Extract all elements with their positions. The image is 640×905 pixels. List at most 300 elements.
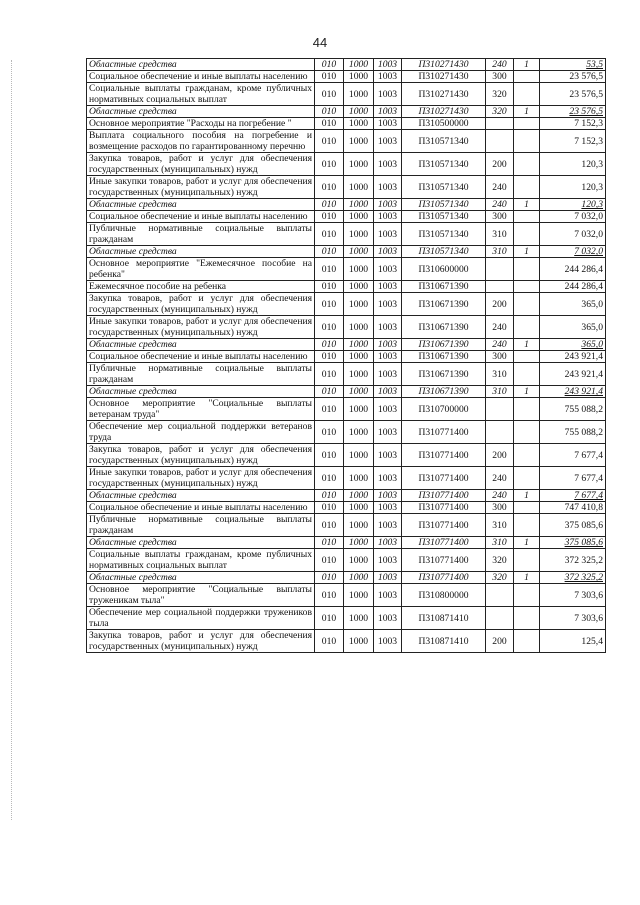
row-section-code: 1000	[344, 246, 374, 258]
row-funding-source	[514, 607, 540, 630]
table-row	[87, 293, 606, 316]
row-name: Областные средства	[87, 246, 315, 258]
row-section-code: 1000	[344, 199, 374, 211]
row-admin-code: 010	[315, 246, 344, 258]
row-subsection-code: 1003	[374, 130, 402, 153]
row-funding-source	[514, 514, 540, 537]
row-name: Закупка товаров, работ и услуг для обеспечения государственных (муниципальных) нужд	[87, 153, 315, 176]
row-funding-source	[514, 467, 540, 490]
row-admin-code: 010	[315, 630, 344, 653]
row-name: Социальные выплаты гражданам, кроме публичных нормативных социальных выплат	[87, 83, 315, 106]
row-section-code: 1000	[344, 316, 374, 339]
row-subsection-code: 1003	[374, 199, 402, 211]
row-funding-source	[514, 71, 540, 83]
row-name: Социальные выплаты гражданам, кроме публичных нормативных социальных выплат	[87, 549, 315, 572]
row-admin-code: 010	[315, 59, 344, 71]
row-admin-code: 010	[315, 490, 344, 502]
row-target-article: П310771400	[402, 572, 486, 584]
table-row	[87, 258, 606, 281]
row-amount: 7 152,3	[540, 118, 606, 130]
row-funding-source	[514, 630, 540, 653]
row-section-code: 1000	[344, 83, 374, 106]
row-funding-source: 1	[514, 59, 540, 71]
row-admin-code: 010	[315, 537, 344, 549]
row-name: Закупка товаров, работ и услуг для обеспечения государственных (муниципальных) нужд	[87, 293, 315, 316]
row-subsection-code: 1003	[374, 223, 402, 246]
row-expense-type: 240	[486, 316, 514, 339]
row-funding-source: 1	[514, 572, 540, 584]
row-amount: 125,4	[540, 630, 606, 653]
row-admin-code: 010	[315, 118, 344, 130]
row-section-code: 1000	[344, 281, 374, 293]
row-expense-type	[486, 118, 514, 130]
table-row	[87, 223, 606, 246]
row-amount: 120,3	[540, 153, 606, 176]
row-name: Основное мероприятие "Социальные выплаты труженикам тыла"	[87, 584, 315, 607]
row-section-code: 1000	[344, 106, 374, 118]
row-amount: 7 032,0	[540, 211, 606, 223]
row-admin-code: 010	[315, 607, 344, 630]
row-admin-code: 010	[315, 130, 344, 153]
row-name: Областные средства	[87, 537, 315, 549]
row-admin-code: 010	[315, 211, 344, 223]
row-section-code: 1000	[344, 153, 374, 176]
row-name: Публичные нормативные социальные выплаты гражданам	[87, 514, 315, 537]
row-admin-code: 010	[315, 83, 344, 106]
table-row	[87, 572, 606, 584]
row-subsection-code: 1003	[374, 398, 402, 421]
row-name: Основное мероприятие "Социальные выплаты ветеранам труда"	[87, 398, 315, 421]
row-amount: 7 303,6	[540, 584, 606, 607]
table-row	[87, 630, 606, 653]
row-section-code: 1000	[344, 398, 374, 421]
row-admin-code: 010	[315, 223, 344, 246]
row-amount: 7 677,4	[540, 444, 606, 467]
row-expense-type: 320	[486, 572, 514, 584]
table-row	[87, 211, 606, 223]
row-admin-code: 010	[315, 199, 344, 211]
budget-table-body	[87, 59, 606, 653]
row-name: Закупка товаров, работ и услуг для обеспечения государственных (муниципальных) нужд	[87, 630, 315, 653]
row-target-article: П310771400	[402, 444, 486, 467]
row-amount: 243 921,4	[540, 363, 606, 386]
row-section-code: 1000	[344, 118, 374, 130]
table-row	[87, 351, 606, 363]
row-section-code: 1000	[344, 59, 374, 71]
row-target-article: П310500000	[402, 118, 486, 130]
row-name: Основное мероприятие "Ежемесячное пособие на ребенка"	[87, 258, 315, 281]
row-admin-code: 010	[315, 351, 344, 363]
row-target-article: П310571340	[402, 246, 486, 258]
row-funding-source	[514, 421, 540, 444]
row-expense-type: 320	[486, 83, 514, 106]
row-name: Социальное обеспечение и иные выплаты населению	[87, 211, 315, 223]
row-expense-type: 320	[486, 549, 514, 572]
row-expense-type: 320	[486, 106, 514, 118]
row-target-article: П310271430	[402, 59, 486, 71]
row-amount: 120,3	[540, 199, 606, 211]
row-expense-type: 310	[486, 537, 514, 549]
row-target-article: П310771400	[402, 502, 486, 514]
row-expense-type: 300	[486, 502, 514, 514]
row-amount: 244 286,4	[540, 281, 606, 293]
row-expense-type: 240	[486, 199, 514, 211]
row-amount: 243 921,4	[540, 386, 606, 398]
table-row	[87, 316, 606, 339]
row-name: Закупка товаров, работ и услуг для обеспечения государственных (муниципальных) нужд	[87, 444, 315, 467]
row-amount: 755 088,2	[540, 398, 606, 421]
row-name: Областные средства	[87, 199, 315, 211]
row-expense-type	[486, 607, 514, 630]
row-funding-source	[514, 502, 540, 514]
row-subsection-code: 1003	[374, 607, 402, 630]
row-funding-source	[514, 363, 540, 386]
row-expense-type: 200	[486, 153, 514, 176]
row-section-code: 1000	[344, 258, 374, 281]
table-row	[87, 339, 606, 351]
row-funding-source	[514, 398, 540, 421]
row-expense-type	[486, 130, 514, 153]
row-funding-source: 1	[514, 106, 540, 118]
row-amount: 375 085,6	[540, 537, 606, 549]
row-target-article: П310271430	[402, 106, 486, 118]
row-funding-source	[514, 83, 540, 106]
row-admin-code: 010	[315, 106, 344, 118]
row-section-code: 1000	[344, 444, 374, 467]
row-expense-type: 310	[486, 223, 514, 246]
row-section-code: 1000	[344, 211, 374, 223]
row-subsection-code: 1003	[374, 83, 402, 106]
table-row	[87, 386, 606, 398]
row-target-article: П310671390	[402, 363, 486, 386]
row-section-code: 1000	[344, 467, 374, 490]
row-section-code: 1000	[344, 607, 374, 630]
row-funding-source	[514, 153, 540, 176]
row-target-article: П310271430	[402, 71, 486, 83]
row-amount: 7 677,4	[540, 490, 606, 502]
row-funding-source	[514, 118, 540, 130]
row-name: Иные закупки товаров, работ и услуг для обеспечения государственных (муниципальных) нужд	[87, 467, 315, 490]
row-subsection-code: 1003	[374, 490, 402, 502]
table-row	[87, 363, 606, 386]
row-target-article: П310871410	[402, 630, 486, 653]
row-amount: 375 085,6	[540, 514, 606, 537]
row-amount: 7 303,6	[540, 607, 606, 630]
row-funding-source	[514, 293, 540, 316]
row-expense-type	[486, 421, 514, 444]
row-amount: 7 152,3	[540, 130, 606, 153]
row-funding-source	[514, 223, 540, 246]
row-target-article: П310800000	[402, 584, 486, 607]
row-name: Социальное обеспечение и иные выплаты населению	[87, 502, 315, 514]
table-row	[87, 71, 606, 83]
row-funding-source	[514, 549, 540, 572]
row-section-code: 1000	[344, 490, 374, 502]
row-expense-type	[486, 398, 514, 421]
table-row	[87, 118, 606, 130]
row-expense-type	[486, 281, 514, 293]
row-subsection-code: 1003	[374, 537, 402, 549]
row-admin-code: 010	[315, 572, 344, 584]
row-target-article: П310771400	[402, 421, 486, 444]
row-expense-type: 240	[486, 467, 514, 490]
table-row	[87, 584, 606, 607]
row-amount: 372 325,2	[540, 572, 606, 584]
row-amount: 7 032,0	[540, 223, 606, 246]
row-name: Областные средства	[87, 59, 315, 71]
row-name: Иные закупки товаров, работ и услуг для обеспечения государственных (муниципальных) нужд	[87, 316, 315, 339]
row-target-article: П310700000	[402, 398, 486, 421]
row-name: Социальное обеспечение и иные выплаты населению	[87, 71, 315, 83]
row-subsection-code: 1003	[374, 258, 402, 281]
row-funding-source	[514, 351, 540, 363]
row-target-article: П310671390	[402, 316, 486, 339]
row-amount: 7 677,4	[540, 467, 606, 490]
row-subsection-code: 1003	[374, 363, 402, 386]
row-admin-code: 010	[315, 549, 344, 572]
row-admin-code: 010	[315, 502, 344, 514]
row-funding-source: 1	[514, 490, 540, 502]
row-section-code: 1000	[344, 584, 374, 607]
row-amount: 365,0	[540, 316, 606, 339]
row-amount: 372 325,2	[540, 549, 606, 572]
row-target-article: П310671390	[402, 293, 486, 316]
row-expense-type: 300	[486, 351, 514, 363]
row-name: Областные средства	[87, 106, 315, 118]
row-section-code: 1000	[344, 421, 374, 444]
row-amount: 244 286,4	[540, 258, 606, 281]
row-amount: 23 576,5	[540, 71, 606, 83]
row-expense-type: 240	[486, 176, 514, 199]
row-admin-code: 010	[315, 339, 344, 351]
row-admin-code: 010	[315, 444, 344, 467]
row-admin-code: 010	[315, 514, 344, 537]
row-name: Областные средства	[87, 572, 315, 584]
row-section-code: 1000	[344, 351, 374, 363]
row-name: Иные закупки товаров, работ и услуг для обеспечения государственных (муниципальных) нужд	[87, 176, 315, 199]
row-funding-source	[514, 316, 540, 339]
row-name: Обеспечение мер социальной поддержки тружеников тыла	[87, 607, 315, 630]
row-amount: 7 032,0	[540, 246, 606, 258]
row-subsection-code: 1003	[374, 444, 402, 467]
row-amount: 747 410,8	[540, 502, 606, 514]
row-subsection-code: 1003	[374, 176, 402, 199]
row-amount: 120,3	[540, 176, 606, 199]
row-name: Публичные нормативные социальные выплаты гражданам	[87, 223, 315, 246]
row-subsection-code: 1003	[374, 502, 402, 514]
row-subsection-code: 1003	[374, 421, 402, 444]
row-target-article: П310771400	[402, 467, 486, 490]
table-row	[87, 467, 606, 490]
row-target-article: П310671390	[402, 351, 486, 363]
row-subsection-code: 1003	[374, 514, 402, 537]
row-target-article: П310600000	[402, 258, 486, 281]
row-subsection-code: 1003	[374, 584, 402, 607]
table-row	[87, 537, 606, 549]
table-row	[87, 246, 606, 258]
row-funding-source	[514, 211, 540, 223]
row-subsection-code: 1003	[374, 572, 402, 584]
table-row	[87, 106, 606, 118]
row-subsection-code: 1003	[374, 316, 402, 339]
row-expense-type: 310	[486, 514, 514, 537]
row-section-code: 1000	[344, 223, 374, 246]
row-amount: 365,0	[540, 339, 606, 351]
table-row	[87, 607, 606, 630]
row-funding-source: 1	[514, 386, 540, 398]
row-funding-source: 1	[514, 246, 540, 258]
row-expense-type: 200	[486, 293, 514, 316]
row-admin-code: 010	[315, 71, 344, 83]
row-expense-type: 310	[486, 386, 514, 398]
row-funding-source	[514, 176, 540, 199]
row-name: Социальное обеспечение и иные выплаты населению	[87, 351, 315, 363]
table-row	[87, 502, 606, 514]
row-expense-type: 240	[486, 490, 514, 502]
row-name: Обеспечение мер социальной поддержки ветеранов труда	[87, 421, 315, 444]
row-section-code: 1000	[344, 386, 374, 398]
page-number: 44	[312, 35, 328, 50]
row-section-code: 1000	[344, 630, 374, 653]
row-amount: 243 921,4	[540, 351, 606, 363]
row-subsection-code: 1003	[374, 630, 402, 653]
row-amount: 23 576,5	[540, 83, 606, 106]
row-subsection-code: 1003	[374, 351, 402, 363]
row-admin-code: 010	[315, 363, 344, 386]
row-section-code: 1000	[344, 130, 374, 153]
row-target-article: П310571340	[402, 223, 486, 246]
row-subsection-code: 1003	[374, 153, 402, 176]
row-subsection-code: 1003	[374, 339, 402, 351]
row-section-code: 1000	[344, 339, 374, 351]
row-admin-code: 010	[315, 176, 344, 199]
row-target-article: П310771400	[402, 514, 486, 537]
table-row	[87, 281, 606, 293]
row-admin-code: 010	[315, 281, 344, 293]
margin-dotted-line	[11, 60, 12, 820]
row-funding-source	[514, 584, 540, 607]
row-funding-source: 1	[514, 339, 540, 351]
row-subsection-code: 1003	[374, 118, 402, 130]
row-amount: 755 088,2	[540, 421, 606, 444]
row-funding-source: 1	[514, 537, 540, 549]
table-row	[87, 176, 606, 199]
row-name: Ежемесячное пособие на ребенка	[87, 281, 315, 293]
row-subsection-code: 1003	[374, 211, 402, 223]
row-funding-source	[514, 130, 540, 153]
table-row	[87, 130, 606, 153]
row-subsection-code: 1003	[374, 549, 402, 572]
row-subsection-code: 1003	[374, 467, 402, 490]
row-subsection-code: 1003	[374, 246, 402, 258]
row-admin-code: 010	[315, 467, 344, 490]
row-target-article: П310271430	[402, 83, 486, 106]
row-subsection-code: 1003	[374, 281, 402, 293]
row-target-article: П310671390	[402, 339, 486, 351]
row-expense-type	[486, 584, 514, 607]
row-target-article: П310671390	[402, 281, 486, 293]
table-row	[87, 421, 606, 444]
table-row	[87, 490, 606, 502]
row-expense-type: 310	[486, 363, 514, 386]
row-name: Выплата социального пособия на погребение и возмещение расходов по гарантированному перечню	[87, 130, 315, 153]
row-amount: 53,5	[540, 59, 606, 71]
row-section-code: 1000	[344, 514, 374, 537]
row-name: Публичные нормативные социальные выплаты гражданам	[87, 363, 315, 386]
row-section-code: 1000	[344, 502, 374, 514]
row-expense-type: 300	[486, 71, 514, 83]
row-target-article: П310571340	[402, 153, 486, 176]
table-row	[87, 83, 606, 106]
row-subsection-code: 1003	[374, 106, 402, 118]
row-funding-source	[514, 258, 540, 281]
row-subsection-code: 1003	[374, 386, 402, 398]
row-funding-source	[514, 444, 540, 467]
table-row	[87, 549, 606, 572]
row-name: Областные средства	[87, 339, 315, 351]
row-target-article: П310771400	[402, 549, 486, 572]
row-funding-source: 1	[514, 199, 540, 211]
budget-table	[86, 58, 606, 653]
row-target-article: П310571340	[402, 130, 486, 153]
row-name: Основное мероприятие "Расходы на погребение "	[87, 118, 315, 130]
row-target-article: П310571340	[402, 211, 486, 223]
row-target-article: П310771400	[402, 537, 486, 549]
row-section-code: 1000	[344, 549, 374, 572]
row-name: Областные средства	[87, 386, 315, 398]
row-admin-code: 010	[315, 153, 344, 176]
table-row	[87, 398, 606, 421]
table-row	[87, 153, 606, 176]
row-name: Областные средства	[87, 490, 315, 502]
row-expense-type: 300	[486, 211, 514, 223]
row-target-article: П310871410	[402, 607, 486, 630]
table-row	[87, 514, 606, 537]
row-amount: 23 576,5	[540, 106, 606, 118]
row-admin-code: 010	[315, 421, 344, 444]
row-expense-type	[486, 258, 514, 281]
row-admin-code: 010	[315, 398, 344, 421]
row-admin-code: 010	[315, 258, 344, 281]
row-expense-type: 200	[486, 630, 514, 653]
row-subsection-code: 1003	[374, 293, 402, 316]
row-target-article: П310571340	[402, 176, 486, 199]
row-admin-code: 010	[315, 293, 344, 316]
row-admin-code: 010	[315, 386, 344, 398]
row-section-code: 1000	[344, 572, 374, 584]
row-admin-code: 010	[315, 584, 344, 607]
row-expense-type: 310	[486, 246, 514, 258]
row-expense-type: 240	[486, 339, 514, 351]
row-admin-code: 010	[315, 316, 344, 339]
row-section-code: 1000	[344, 71, 374, 83]
row-funding-source	[514, 281, 540, 293]
row-target-article: П310671390	[402, 386, 486, 398]
row-target-article: П310771400	[402, 490, 486, 502]
row-section-code: 1000	[344, 363, 374, 386]
row-section-code: 1000	[344, 537, 374, 549]
table-row	[87, 199, 606, 211]
row-expense-type: 240	[486, 59, 514, 71]
row-section-code: 1000	[344, 176, 374, 199]
row-subsection-code: 1003	[374, 71, 402, 83]
row-amount: 365,0	[540, 293, 606, 316]
table-row	[87, 59, 606, 71]
row-subsection-code: 1003	[374, 59, 402, 71]
row-target-article: П310571340	[402, 199, 486, 211]
row-section-code: 1000	[344, 293, 374, 316]
table-row	[87, 444, 606, 467]
